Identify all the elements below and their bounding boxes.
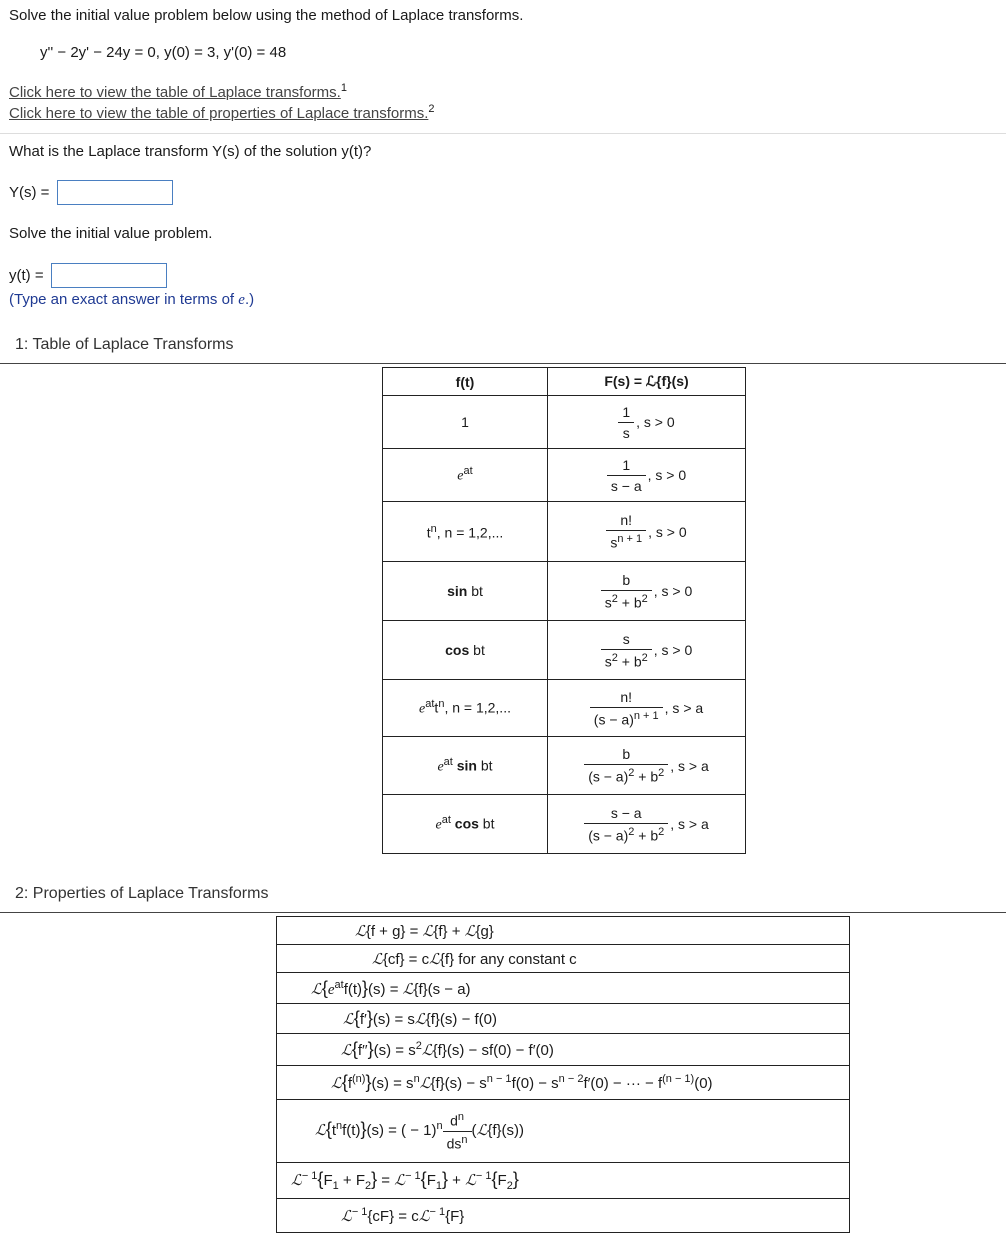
- ft-cell: $t^n$, n = 1,2,...: [383, 502, 548, 562]
- instruction-text: Solve the initial value problem below using the method of Laplace transforms.: [9, 7, 524, 24]
- property-cell: ℒ{f′}(s) = sℒ{f}(s) − f(0): [277, 1004, 850, 1034]
- table-row: [383, 502, 746, 562]
- property-row: [277, 1066, 850, 1100]
- table1-title: 1: Table of Laplace Transforms: [15, 336, 234, 353]
- hint-suffix: .): [244, 291, 255, 308]
- fs-cell: $\frac{s - a}{(s - a)^2 + b^2}$ , s > a: [548, 795, 746, 854]
- hint-e: e: [238, 292, 245, 308]
- property-row: [277, 1163, 850, 1199]
- table-row: [383, 680, 746, 737]
- fs-cell: $\frac{n!}{(s - a)^{n + 1}}$ , s > a: [548, 680, 746, 737]
- fs-cell: $\frac{s}{s^2 + b^2}$ , s > 0: [548, 621, 746, 680]
- fs-cell: $\frac{1}{s}$ , s > 0: [548, 396, 746, 449]
- ode-equation: y'' − 2y' − 24y = 0, y(0) = 3, y'(0) = 48: [40, 44, 287, 61]
- fs-cell: $\frac{n!}{s^{n + 1}}$ , s > 0: [548, 502, 746, 562]
- property-row: [277, 973, 850, 1004]
- ys-answer-input[interactable]: [57, 180, 173, 205]
- property-cell: ℒ{f′′}(s) = $s^2ℒ\{f\}(s) - sf(0) - f'(0)$: [277, 1034, 850, 1066]
- property-cell: ℒ{f + g} = ℒ{f} + ℒ{g}: [277, 917, 850, 945]
- hint-prefix: (Type an exact answer in terms of: [9, 291, 239, 308]
- question-solve-ivp: Solve the initial value problem.: [9, 225, 213, 242]
- property-cell: $ℒ\{e^{at}f(t)\}(s)$ = ℒ{f}(s − a): [277, 973, 850, 1004]
- footnote-ref-2: 2: [428, 103, 435, 115]
- ft-cell: $e^{at}t^n$, n = 1,2,...: [383, 680, 548, 737]
- ys-label: Y(s) =: [9, 184, 50, 201]
- ft-cell: sin bt: [383, 562, 548, 621]
- table-row: [383, 562, 746, 621]
- properties-table-link-text[interactable]: Click here to view the table of properties of Laplace transforms.: [9, 105, 429, 122]
- table-row: [383, 795, 746, 854]
- table-row: [383, 396, 746, 449]
- ft-cell: $e^{at}$: [383, 449, 548, 502]
- fs-cell: $\frac{b}{(s - a)^2 + b^2}$ , s > a: [548, 737, 746, 795]
- col-header-fs: F(s) = ℒ{f}(s): [548, 368, 746, 396]
- property-cell: $ℒ\{f^{(n)}\}(s)$ = $s^nℒ\{f\}(s) - s^{n - 1}f(0) - s^{n - 2}f'(0)$ − ··· − $f^{(n - 1)}(0)$: [277, 1066, 850, 1100]
- yt-label: y(t) =: [9, 267, 44, 284]
- table2-title: 2: Properties of Laplace Transforms: [15, 885, 269, 902]
- table-row: [383, 449, 746, 502]
- ft-cell: $e^{at}$ cos bt: [383, 795, 548, 854]
- table2-rule: [0, 912, 1006, 913]
- property-row: [277, 917, 850, 945]
- property-cell: ℒ$^{- 1}${cF} = cℒ$^{- 1}${F}: [277, 1199, 850, 1233]
- property-cell: ℒ{cf} = cℒ{f} for any constant c: [277, 945, 850, 973]
- ft-cell: $e^{at}$ sin bt: [383, 737, 548, 795]
- footnote-ref-1: 1: [340, 82, 347, 94]
- divider: [0, 133, 1006, 134]
- property-row: [277, 1034, 850, 1066]
- col-header-ft: f(t): [383, 368, 548, 396]
- properties-table-link[interactable]: [9, 103, 435, 122]
- fs-cell: $\frac{b}{s^2 + b^2}$ , s > 0: [548, 562, 746, 621]
- ft-cell: cos bt: [383, 621, 548, 680]
- laplace-transforms-table: [382, 367, 746, 854]
- table-row: [383, 621, 746, 680]
- property-row: [277, 1199, 850, 1233]
- property-row: [277, 1004, 850, 1034]
- property-row: [277, 945, 850, 973]
- table-row: [383, 737, 746, 795]
- laplace-table-link-text[interactable]: Click here to view the table of Laplace transforms.: [9, 84, 341, 101]
- property-cell: $ℒ\{t^nf(t)\}(s)$ = ( − 1)$^n$ $\frac{d^n}{ds^n}$ (ℒ{f}(s)): [277, 1100, 850, 1163]
- yt-answer-input[interactable]: [51, 263, 167, 288]
- ft-cell: 1: [383, 396, 548, 449]
- fs-cell: $\frac{1}{s - a}$ , s > 0: [548, 449, 746, 502]
- laplace-properties-table: [276, 916, 850, 1233]
- table-header-row: [383, 368, 746, 396]
- property-cell: $ℒ^{- 1}\{F_1 + F_2\}$ = $ℒ^{- 1}\{F_1\}$ + $ℒ^{- 1}\{F_2\}$: [277, 1163, 850, 1199]
- table1-rule: [0, 363, 1006, 364]
- laplace-table-link[interactable]: [9, 82, 347, 101]
- question-laplace-transform: What is the Laplace transform Y(s) of the solution y(t)?: [9, 143, 372, 160]
- property-row: [277, 1100, 850, 1163]
- answer-hint: [9, 291, 254, 309]
